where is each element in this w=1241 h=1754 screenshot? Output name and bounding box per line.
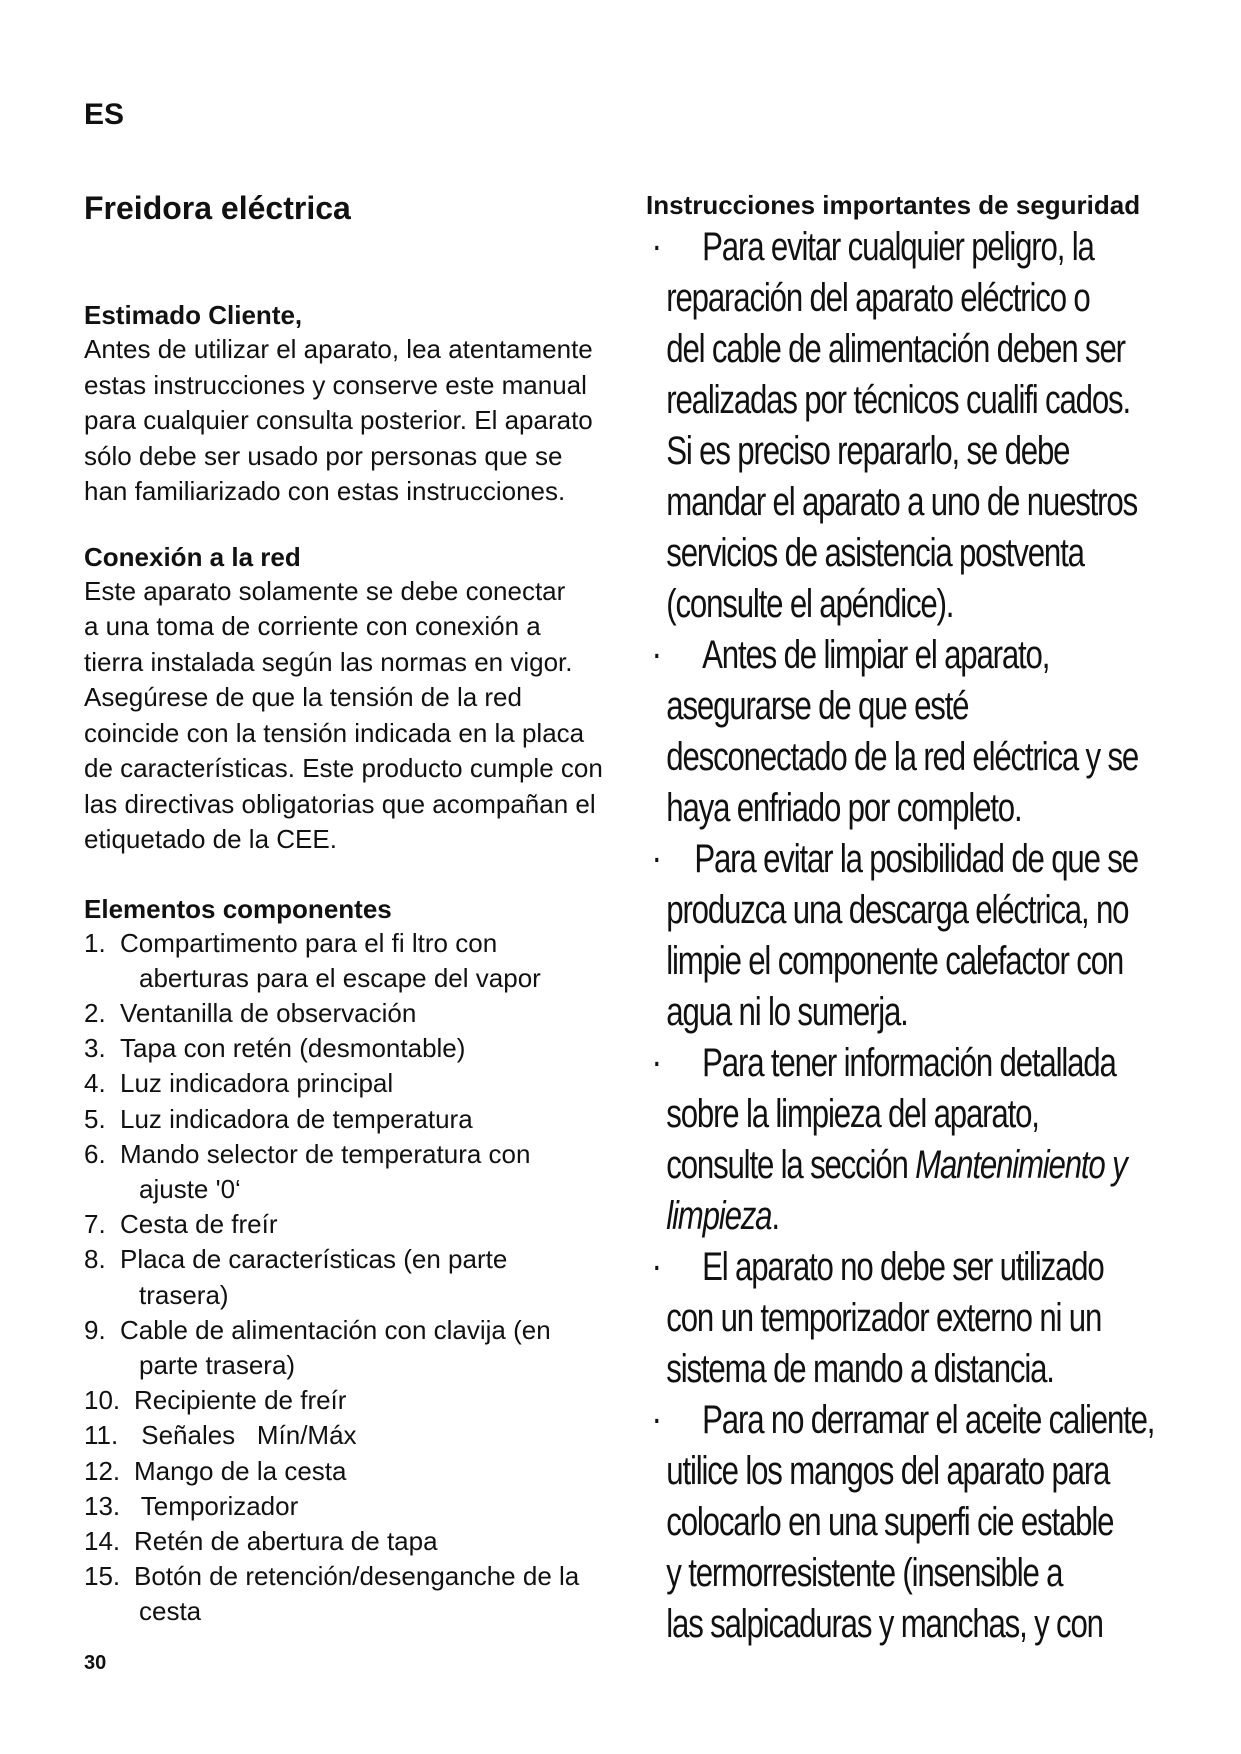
component-item: 10. Recipiente de freír <box>84 1385 347 1416</box>
components-list <box>84 926 624 1630</box>
component-item: 3. Tapa con retén (desmontable) <box>84 1033 466 1064</box>
safety-item: · Antes de limpiar el aparato, asegurarse de que esté desconectado de la red eléctrica y se haya enfriado por completo. <box>646 630 1228 834</box>
component-item: 1. Compartimento para el fi ltro con aberturas para el escape del vapor <box>84 927 541 993</box>
component-item: 5. Luz indicadora de temperatura <box>84 1103 473 1134</box>
network-body: Este aparato solamente se debe conectar a una toma de corriente con conexión a tierra instalada según las normas en vigor. Asegúrese de que la tensión de la red coincide con la tensión indicada en la placa de características. Este producto cumple con las directivas obligatorias que acompañan el etiquetado de la CEE. <box>84 575 603 854</box>
bullet-icon: · <box>653 640 660 671</box>
component-item: 15. Botón de retención/desenganche de la cesta <box>84 1561 580 1627</box>
safety-item: · Para no derramar el aceite caliente, utilice los mangos del aparato para colocarlo en una superfi cie estable y termorresistente (insensible a las salpicaduras y manchas, y con <box>646 1395 1228 1650</box>
component-item: 12. Mango de la cesta <box>84 1455 347 1486</box>
safety-item: · Para evitar la posibilidad de que se produzca una descarga eléctrica, no limpie el componente calefactor con agua ni lo sumerja. <box>646 834 1228 1038</box>
safety-item: · Para tener información detallada sobre la limpieza del aparato, consulte la sección Mantenimiento y limpieza. <box>646 1038 1228 1242</box>
bullet-icon: · <box>653 1405 660 1436</box>
network-heading: Conexión a la red <box>84 541 301 572</box>
greeting-heading: Estimado Cliente, <box>84 300 303 330</box>
component-item: 7. Cesta de freír <box>84 1209 278 1240</box>
component-item: 9. Cable de alimentación con clavija (en parte trasera) <box>84 1314 551 1380</box>
safety-item: · Para evitar cualquier peligro, la reparación del aparato eléctrico o del cable de alimentación deben ser realizadas por técnicos cualifi cados. Si es preciso repararlo, se debe mandar el aparato a uno de nuestros servicios de asistencia postventa (consulte el apéndice). <box>646 222 1228 630</box>
component-item: 13. Temporizador <box>84 1490 299 1521</box>
component-item: 2. Ventanilla de observación <box>84 997 417 1028</box>
component-item: 14. Retén de abertura de tapa <box>84 1525 438 1556</box>
bullet-icon: · <box>653 844 660 875</box>
page-title: Freidora eléctrica <box>84 190 351 226</box>
page-number: 30 <box>84 1652 107 1674</box>
bullet-icon: · <box>653 1252 660 1283</box>
bullet-icon: · <box>653 232 660 263</box>
component-item: 8. Placa de características (en parte trasera) <box>84 1244 508 1310</box>
component-item: 6. Mando selector de temperatura con ajuste '0‘ <box>84 1138 531 1204</box>
left-column <box>84 190 624 1630</box>
greeting-body: Antes de utilizar el aparato, lea atentamente estas instrucciones y conserve este manual para cualquier consulta posterior. El aparato sólo debe ser usado por personas que se han familiarizado con estas instrucciones. <box>84 334 593 506</box>
component-item: 4. Luz indicadora principal <box>84 1068 394 1099</box>
safety-heading: Instrucciones importantes de seguridad <box>646 190 1141 220</box>
safety-item: · El aparato no debe ser utilizado con un temporizador externo ni un sistema de mando a distancia. <box>646 1242 1228 1395</box>
components-heading: Elementos componentes <box>84 893 392 924</box>
language-code: ES <box>84 98 125 131</box>
safety-list <box>646 222 1206 1650</box>
component-item: 11. Señales Mín/Máx <box>84 1420 357 1451</box>
bullet-icon: · <box>653 1048 660 1079</box>
network-section <box>84 540 624 858</box>
greeting-section <box>84 298 624 510</box>
right-column <box>646 188 1206 1650</box>
components-section <box>84 892 624 1630</box>
